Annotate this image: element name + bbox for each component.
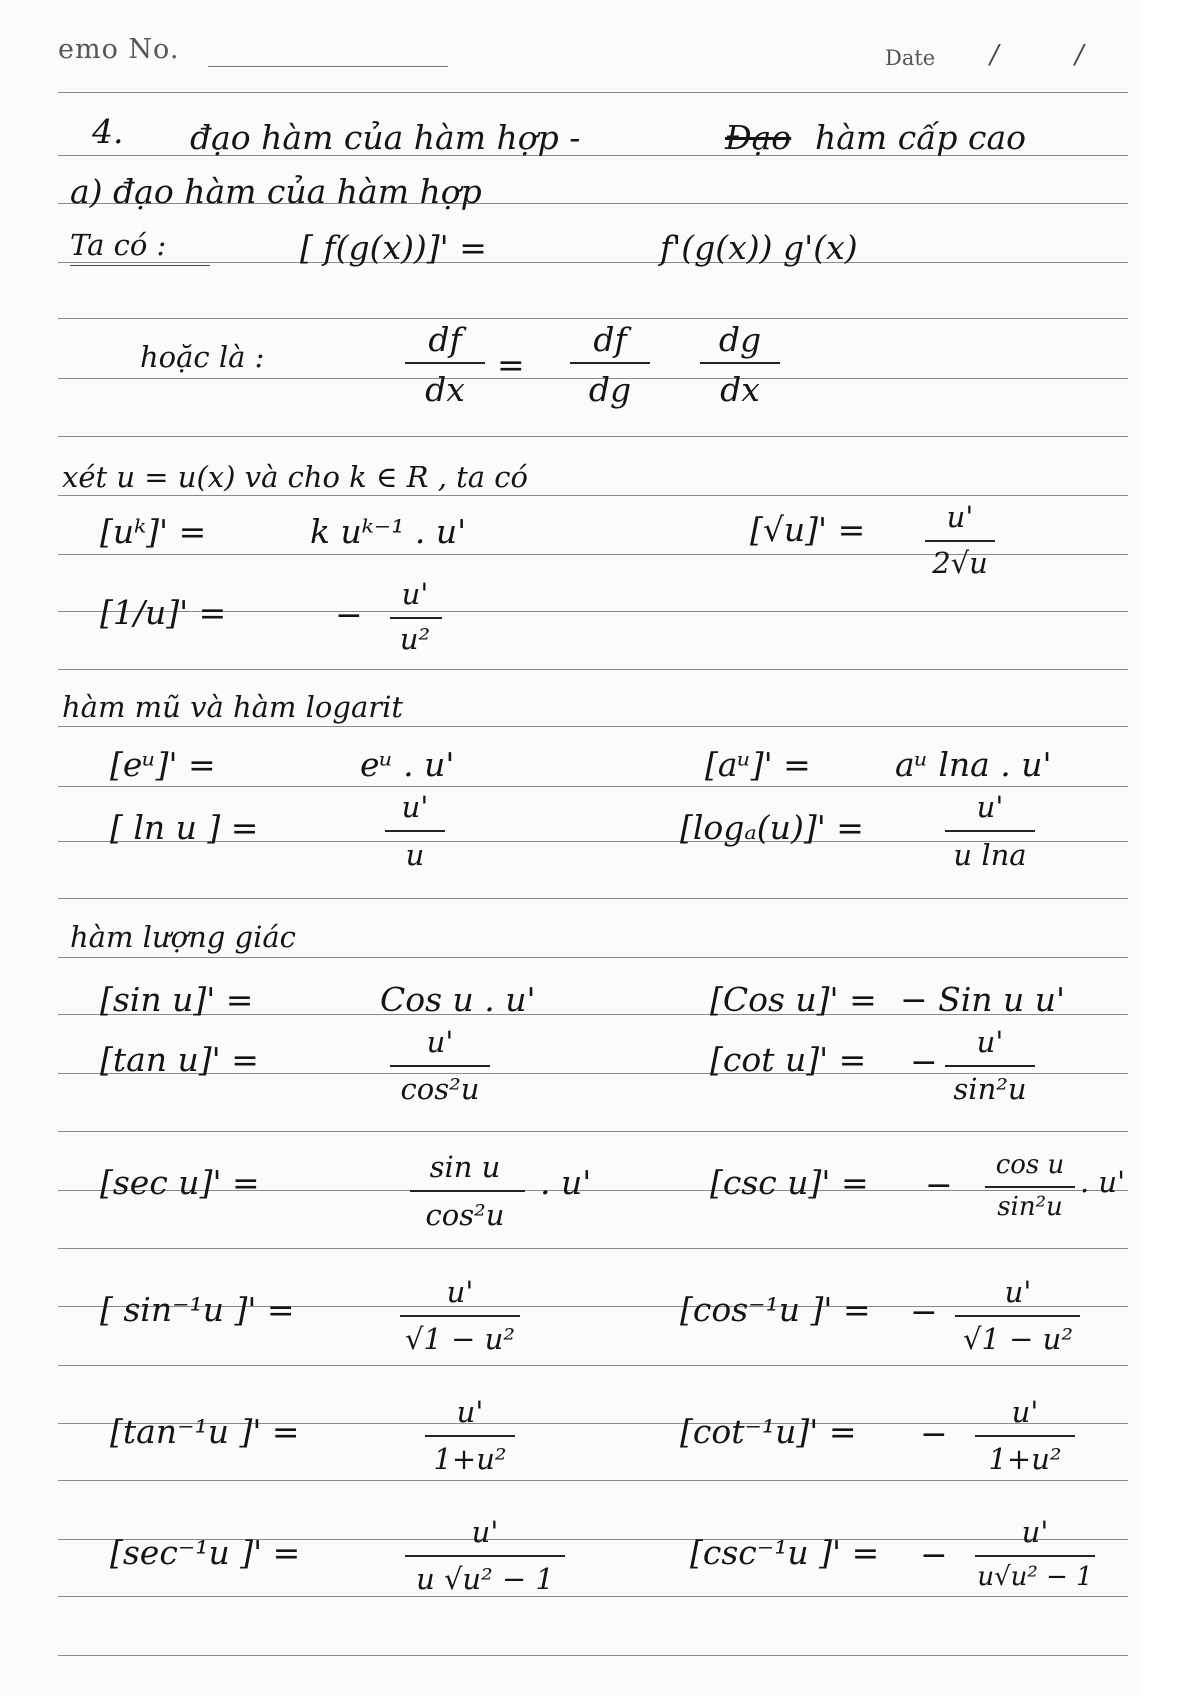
fraction-bar — [985, 1186, 1075, 1188]
exp-lhs: [eᵘ]' = — [110, 745, 216, 784]
ruled-line — [58, 92, 1128, 93]
csc-tail: . u' — [1080, 1165, 1126, 1199]
chain-lead: Ta có : — [70, 228, 167, 262]
frac-den: dg — [588, 370, 632, 409]
ruled-line — [58, 898, 1128, 899]
ruled-line — [58, 436, 1128, 437]
asec-num: u' — [471, 1515, 499, 1549]
equals-sign: = — [497, 345, 525, 384]
csc-den: sin²u — [997, 1192, 1063, 1222]
power-rhs: k uᵏ⁻¹ . u' — [310, 512, 467, 551]
asec-lhs: [sec⁻¹u ]' = — [110, 1533, 301, 1572]
memo-label: emo No. — [58, 34, 180, 65]
log-lhs: [logₐ(u)]' = — [680, 808, 864, 847]
ax-lhs: [aᵘ]' = — [705, 745, 811, 784]
sec-den: cos²u — [425, 1198, 505, 1232]
fraction-bar — [390, 1065, 490, 1067]
acsc-den: u√u² − 1 — [977, 1562, 1093, 1592]
date-slash: / — [1075, 40, 1084, 70]
sec-lhs: [sec u]' = — [100, 1163, 260, 1202]
acsc-sign: − — [920, 1535, 948, 1574]
cot-den: sin²u — [953, 1072, 1027, 1106]
cot-sign: − — [910, 1042, 938, 1081]
ruled-line — [58, 1131, 1128, 1132]
atan-den: 1+u² — [433, 1442, 507, 1476]
acos-den: √1 − u² — [963, 1322, 1073, 1356]
section-title: đạo hàm của hàm hợp - — [190, 118, 581, 157]
struck-word: Đạo — [725, 118, 792, 157]
fraction-bar — [700, 362, 780, 364]
date-label: Date — [885, 46, 936, 70]
inv-sign: − — [335, 595, 363, 634]
acot-lhs: [cot⁻¹u]' = — [680, 1412, 857, 1451]
ruled-line — [58, 726, 1128, 727]
ruled-line — [58, 1248, 1128, 1249]
ln-den: u — [405, 838, 425, 872]
fraction-bar — [425, 1435, 515, 1437]
asec-den: u √u² − 1 — [416, 1562, 554, 1596]
frac-den: dx — [720, 370, 760, 409]
csc-num: cos u — [995, 1150, 1065, 1180]
ruled-line — [58, 786, 1128, 787]
exp-rhs: eᵘ . u' — [360, 745, 455, 784]
underline — [70, 265, 210, 266]
acos-num: u' — [1004, 1275, 1032, 1309]
asin-num: u' — [446, 1275, 474, 1309]
xet-line: xét u = u(x) và cho k ∈ R , ta có — [62, 460, 528, 494]
atan-lhs: [tan⁻¹u ]' = — [110, 1412, 300, 1451]
frac-den: dx — [425, 370, 465, 409]
log-den: u lna — [953, 838, 1027, 872]
alt-lead: hoặc là : — [140, 340, 265, 374]
asin-den: √1 − u² — [405, 1322, 515, 1356]
frac-num: df — [428, 320, 462, 359]
ruled-line — [58, 1596, 1128, 1597]
acos-lhs: [cos⁻¹u ]' = — [680, 1290, 871, 1329]
ruled-line — [58, 318, 1128, 319]
asin-lhs: [ sin⁻¹u ]' = — [100, 1290, 295, 1329]
ln-lhs: [ ln u ] = — [110, 808, 259, 847]
sqrt-lhs: [√u]' = — [750, 510, 866, 549]
ruled-line — [58, 669, 1128, 670]
sin-rhs: Cos u . u' — [380, 980, 536, 1019]
ruled-line — [58, 262, 1128, 263]
acos-sign: − — [910, 1292, 938, 1331]
tan-lhs: [tan u]' = — [100, 1040, 259, 1079]
acsc-lhs: [csc⁻¹u ]' = — [690, 1533, 880, 1572]
explog-heading: hàm mũ và hàm logarit — [62, 690, 404, 724]
section-title-rest: hàm cấp cao — [815, 118, 1027, 157]
section-number: 4. — [92, 112, 124, 151]
cot-num: u' — [976, 1025, 1004, 1059]
sqrt-den: 2√u — [932, 546, 988, 580]
fraction-bar — [390, 617, 442, 619]
sin-lhs: [sin u]' = — [100, 980, 254, 1019]
trig-heading: hàm lượng giác — [70, 920, 296, 954]
inv-num: u' — [401, 577, 429, 611]
power-lhs: [uᵏ]' = — [100, 512, 207, 551]
frac-num: dg — [718, 320, 762, 359]
fraction-bar — [385, 830, 445, 832]
fraction-bar — [955, 1315, 1080, 1317]
memo-line — [208, 66, 448, 67]
date-slash: / — [990, 40, 999, 70]
fraction-bar — [405, 362, 485, 364]
ruled-line — [58, 957, 1128, 958]
sec-num: sin u — [429, 1150, 501, 1184]
csc-lhs: [csc u]' = — [710, 1163, 869, 1202]
log-num: u' — [976, 790, 1004, 824]
fraction-bar — [925, 540, 995, 542]
frac-num: df — [593, 320, 627, 359]
ax-rhs: aᵘ lna . u' — [895, 745, 1052, 784]
fraction-bar — [975, 1555, 1095, 1557]
fraction-bar — [945, 830, 1035, 832]
inv-lhs: [1/u]' = — [100, 593, 227, 632]
fraction-bar — [400, 1315, 520, 1317]
acot-num: u' — [1011, 1395, 1039, 1429]
tan-den: cos²u — [400, 1072, 480, 1106]
cot-lhs: [cot u]' = — [710, 1040, 867, 1079]
ruled-line — [58, 1480, 1128, 1481]
fraction-bar — [410, 1190, 525, 1192]
ln-num: u' — [401, 790, 429, 824]
ruled-line — [58, 1655, 1128, 1656]
cos-rhs: − Sin u u' — [900, 980, 1066, 1019]
fraction-bar — [975, 1435, 1075, 1437]
sec-tail: . u' — [540, 1163, 592, 1202]
acot-sign: − — [920, 1414, 948, 1453]
fraction-bar — [405, 1555, 565, 1557]
csc-sign: − — [925, 1165, 953, 1204]
subsection-heading: a) đạo hàm của hàm hợp — [70, 172, 482, 211]
acot-den: 1+u² — [988, 1442, 1062, 1476]
fraction-bar — [570, 362, 650, 364]
chain-rhs: f'(g(x)) g'(x) — [660, 228, 858, 267]
acsc-num: u' — [1021, 1515, 1049, 1549]
atan-num: u' — [456, 1395, 484, 1429]
tan-num: u' — [426, 1025, 454, 1059]
ruled-line — [58, 495, 1128, 496]
cos-lhs: [Cos u]' = — [710, 980, 877, 1019]
inv-den: u² — [399, 622, 431, 656]
sqrt-num: u' — [946, 500, 974, 534]
chain-lhs: [ f(g(x))]' = — [300, 228, 487, 267]
fraction-bar — [945, 1065, 1035, 1067]
ruled-line — [58, 1365, 1128, 1366]
